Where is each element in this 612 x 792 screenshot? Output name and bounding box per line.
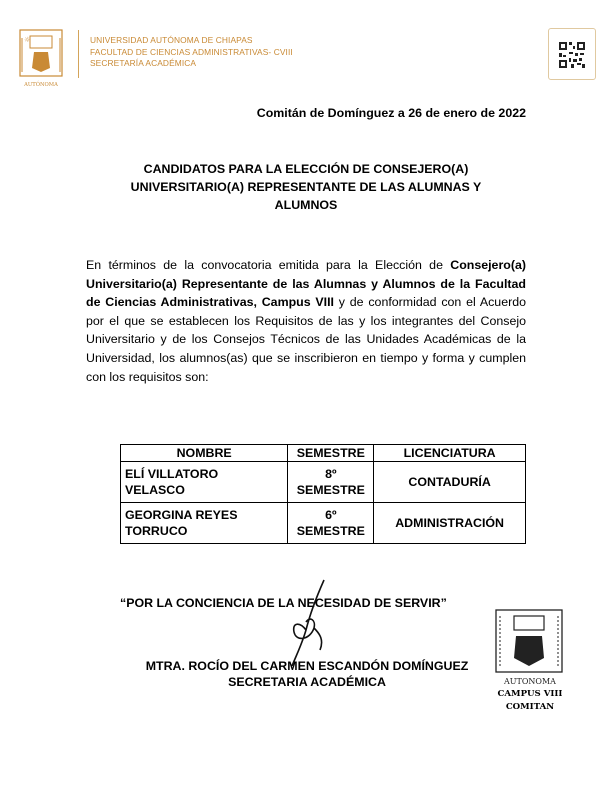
candidate-semester: 8º SEMESTRE [288,462,374,503]
title-line: CANDIDATOS PARA LA ELECCIÓN DE CONSEJERO(A) [143,162,469,176]
body-paragraph [86,256,526,386]
qr-code-icon[interactable] [548,28,596,80]
column-header: NOMBRE [121,445,288,462]
candidate-semester: 6º SEMESTRE [288,503,374,544]
logo-text: AUTÓNOMA [24,82,58,88]
candidate-program: CONTADURÍA [374,462,526,503]
table-row [121,462,526,503]
body-text-rest: y de conformidad con el Acuerdo por el que se establecen los Requisitos de las y los integrantes del Consejo Universitario y de los Consejos Técnicos de las Unidades Académicas de la Universidad, los alumnos(as) que se inscribieron en tiempo y forma y cumplen con los requisitos son: [86,295,527,384]
campus-seal [488,606,572,690]
body-text-bold: Consejero(a) Universitario(a) Representante de las Alumnas y Alumnos de la Facultad de Ciencias Administrativas, Campus VIII [86,258,526,310]
header-divider [78,30,79,78]
body-text-intro: En términos de la convocatoria emitida para la Elección de [86,258,451,272]
institution-line: FACULTAD DE CIENCIAS ADMINISTRATIVAS- CVIII [90,46,293,57]
candidates-table [120,444,526,544]
signature [280,578,340,670]
candidate-program: ADMINISTRACIÓN [374,503,526,544]
column-header: SEMESTRE [288,445,374,462]
signer-name: MTRA. ROCÍO DEL CARMEN ESCANDÓN DOMÍNGUEZ [145,659,469,673]
document-title [100,160,512,214]
column-header: LICENCIATURA [374,445,526,462]
title-line: ALUMNOS [274,198,338,212]
table-row [121,503,526,544]
table-header-row [121,445,526,462]
candidate-name: ELÍ VILLATORO VELASCO [121,462,288,503]
campus-label: CAMPUS VIII COMITAN [497,689,563,712]
institution-line: SECRETARÍA ACADÉMICA [90,58,197,68]
candidate-name: GEORGINA REYES TORRUCO [121,503,288,544]
institution-block [90,35,293,70]
motto: “POR LA CONCIENCIA DE LA NECESIDAD DE SERVIR” [120,596,447,610]
seal-text: AUTONOMA [504,677,556,686]
date-line: Comitán de Domínguez a 26 de enero de 2022 [256,106,526,120]
signer-block [122,658,492,690]
svg-text:☼: ☼ [24,36,31,44]
institution-line: UNIVERSIDAD AUTÓNOMA DE CHIAPAS [90,35,253,45]
university-logo [18,28,64,92]
signer-role: SECRETARIA ACADÉMICA [228,675,386,689]
title-line: UNIVERSITARIO(A) REPRESENTANTE DE LAS ALUMNAS Y [130,180,482,194]
